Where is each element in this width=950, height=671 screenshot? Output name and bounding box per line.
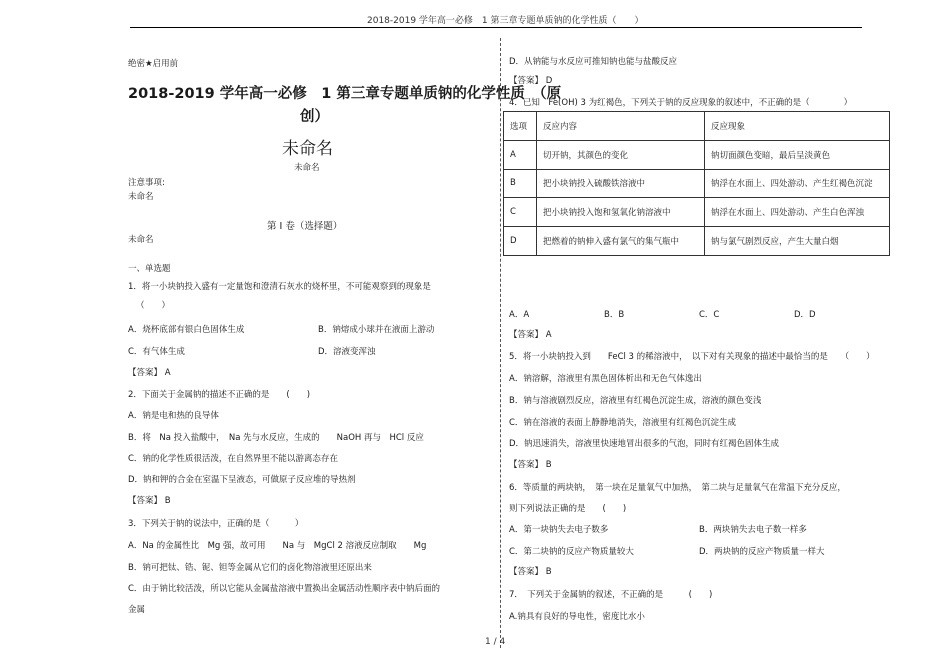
q5-option-a: A．钠溶解，溶液里有黑色固体析出和无色气体逸出 [509, 374, 702, 384]
table-cell: 钠浮在水面上、四处游动、产生白色浑浊 [705, 198, 890, 227]
paper-title-line1: 2018-2019 学年高一必修 1 第三章专题单质钠的化学性质 （原 [128, 86, 562, 102]
q1-option-c: C．有气体生成 [128, 347, 185, 357]
page-header-title: 2018-2019 学年高一必修 1 第三章专题单质钠的化学性质（ ） [367, 16, 644, 26]
paper-title-line2: 创） [300, 109, 329, 125]
q2-option-d: D．钠和钾的合金在室温下呈液态，可做原子反应堆的导热剂 [128, 475, 356, 485]
table-cell: 把小块钠投入饱和氢氧化钠溶液中 [537, 198, 705, 227]
q4-option-c: C．C [699, 310, 720, 320]
q5-stem: 5．将一小块钠投入到 FeCl 3 的稀溶液中， 以下对有关现象的描述中最恰当的是 （ ） [509, 352, 875, 362]
q2-option-a: A．钠是电和热的良导体 [128, 411, 219, 421]
q5-option-d: D．钠迅速消失，溶液里快速地冒出很多的气泡，同时有红褐色固体生成 [509, 439, 780, 449]
page-number: 1 / 4 [485, 637, 506, 647]
table-header-cell: 反应现象 [705, 112, 890, 141]
table-cell: B [504, 169, 537, 198]
section-text: 未命名 [128, 235, 154, 245]
q1-answer: 【答案】 A [128, 368, 171, 378]
q3-option-d: D．从钠能与水反应可推知钠也能与盐酸反应 [509, 57, 678, 67]
notice-text: 未命名 [128, 192, 154, 202]
q3-option-a: A．Na 的金属性比 Mg 强，故可用 Na 与 MgCl 2 溶液反应制取 Mg [128, 541, 427, 551]
q6-stem-cont: 则下列说法正确的是 ( ) [509, 504, 627, 514]
table-row [504, 198, 890, 227]
table-cell: 钠浮在水面上、四处游动、产生红褐色沉淀 [705, 169, 890, 198]
table-row [504, 227, 890, 256]
q4-answer: 【答案】 A [509, 330, 552, 340]
section-title: 第 I 卷（选择题） [267, 221, 343, 232]
table-cell: A [504, 140, 537, 169]
q6-option-a: A．第一块钠失去电子数多 [509, 525, 609, 535]
q3-option-c: C．由于钠比较活泼，所以它能从金属盐溶液中置换出金属活动性顺序表中钠后面的 [128, 584, 440, 594]
q4-table [503, 111, 890, 256]
q6-option-b: B．两块钠失去电子数一样多 [699, 525, 807, 535]
table-row [504, 140, 890, 169]
q4-option-b: B．B [604, 310, 625, 320]
q6-option-d: D．两块钠的反应产物质量一样大 [699, 547, 825, 557]
table-row [504, 169, 890, 198]
q3-option-c-cont: 金属 [128, 605, 146, 615]
table-header-cell: 反应内容 [537, 112, 705, 141]
table-cell: 钠切面颜色变暗，最后呈淡黄色 [705, 140, 890, 169]
q2-option-c: C．钠的化学性质很活泼，在自然界里不能以游离态存在 [128, 454, 338, 464]
q5-option-b: B．钠与溶液剧烈反应，溶液里有红褐色沉淀生成，溶液的颜色变浅 [509, 396, 762, 406]
q5-answer: 【答案】 B [509, 460, 552, 470]
table-cell: 切开钠，其颜色的变化 [537, 140, 705, 169]
q3-stem: 3．下列关于钠的说法中，正确的是（ ） [128, 519, 304, 529]
q5-option-c: C．钠在溶液的表面上静静地消失，溶液里有红褐色沉淀生成 [509, 418, 736, 428]
secret-label: 绝密★启用前 [128, 59, 179, 69]
q1-option-a: A．烧杯底部有银白色固体生成 [128, 325, 245, 335]
q1-option-b: B．钠熔成小球并在液面上游动 [318, 325, 435, 335]
q1-paren: （ ） [136, 301, 171, 311]
q7-option-a: A.钠具有良好的导电性，密度比水小 [509, 612, 645, 622]
part-one-heading: 一、单选题 [128, 264, 171, 274]
q2-answer: 【答案】 B [128, 496, 171, 506]
q3-option-b: B．钠可把钛、锆、铌、钽等金属从它们的卤化物溶液里还原出来 [128, 563, 372, 573]
table-cell: D [504, 227, 537, 256]
q7-stem: 7． 下列关于金属钠的叙述，不正确的是 ( ) [509, 590, 713, 600]
column-divider [500, 38, 501, 648]
table-cell: 把小块钠投入硫酸铁溶液中 [537, 169, 705, 198]
q2-stem: 2．下面关于金属钠的描述不正确的是 ( ) [128, 390, 311, 400]
q1-stem: 1．将一小块钠投入盛有一定量饱和澄清石灰水的烧杯里，不可能观察到的现象是 [128, 282, 431, 292]
table-cell: 钠与氯气剧烈反应，产生大量白烟 [705, 227, 890, 256]
table-header-cell: 选项 [504, 112, 537, 141]
q3-answer: 【答案】 D [509, 76, 553, 86]
q6-answer: 【答案】 B [509, 567, 552, 577]
q6-option-c: C．第二块钠的反应产物质量较大 [509, 547, 634, 557]
q1-option-d: D．溶液变浑浊 [318, 347, 376, 357]
q2-option-b: B．将 Na 投入盐酸中， Na 先与水反应，生成的 NaOH 再与 HCl 反应 [128, 433, 424, 443]
exam-name: 未命名 [282, 139, 333, 159]
table-header-row [504, 112, 890, 141]
notice-label: 注意事项: [128, 178, 165, 188]
table-cell: 把燃着的钠伸入盛有氯气的集气瓶中 [537, 227, 705, 256]
q4-stem: 4．已知 Fe(OH) 3 为红褐色，下列关于钠的反应现象的叙述中，不正确的是（ ） [509, 98, 853, 108]
header-rule [130, 27, 862, 28]
table-cell: C [504, 198, 537, 227]
q4-option-a: A．A [509, 310, 530, 320]
q6-stem: 6．等质量的两块钠， 第一块在足量氧气中加热， 第二块与足量氧气在常温下充分反应， [509, 483, 846, 493]
q4-option-d: D．D [794, 310, 816, 320]
exam-subname: 未命名 [294, 163, 320, 173]
